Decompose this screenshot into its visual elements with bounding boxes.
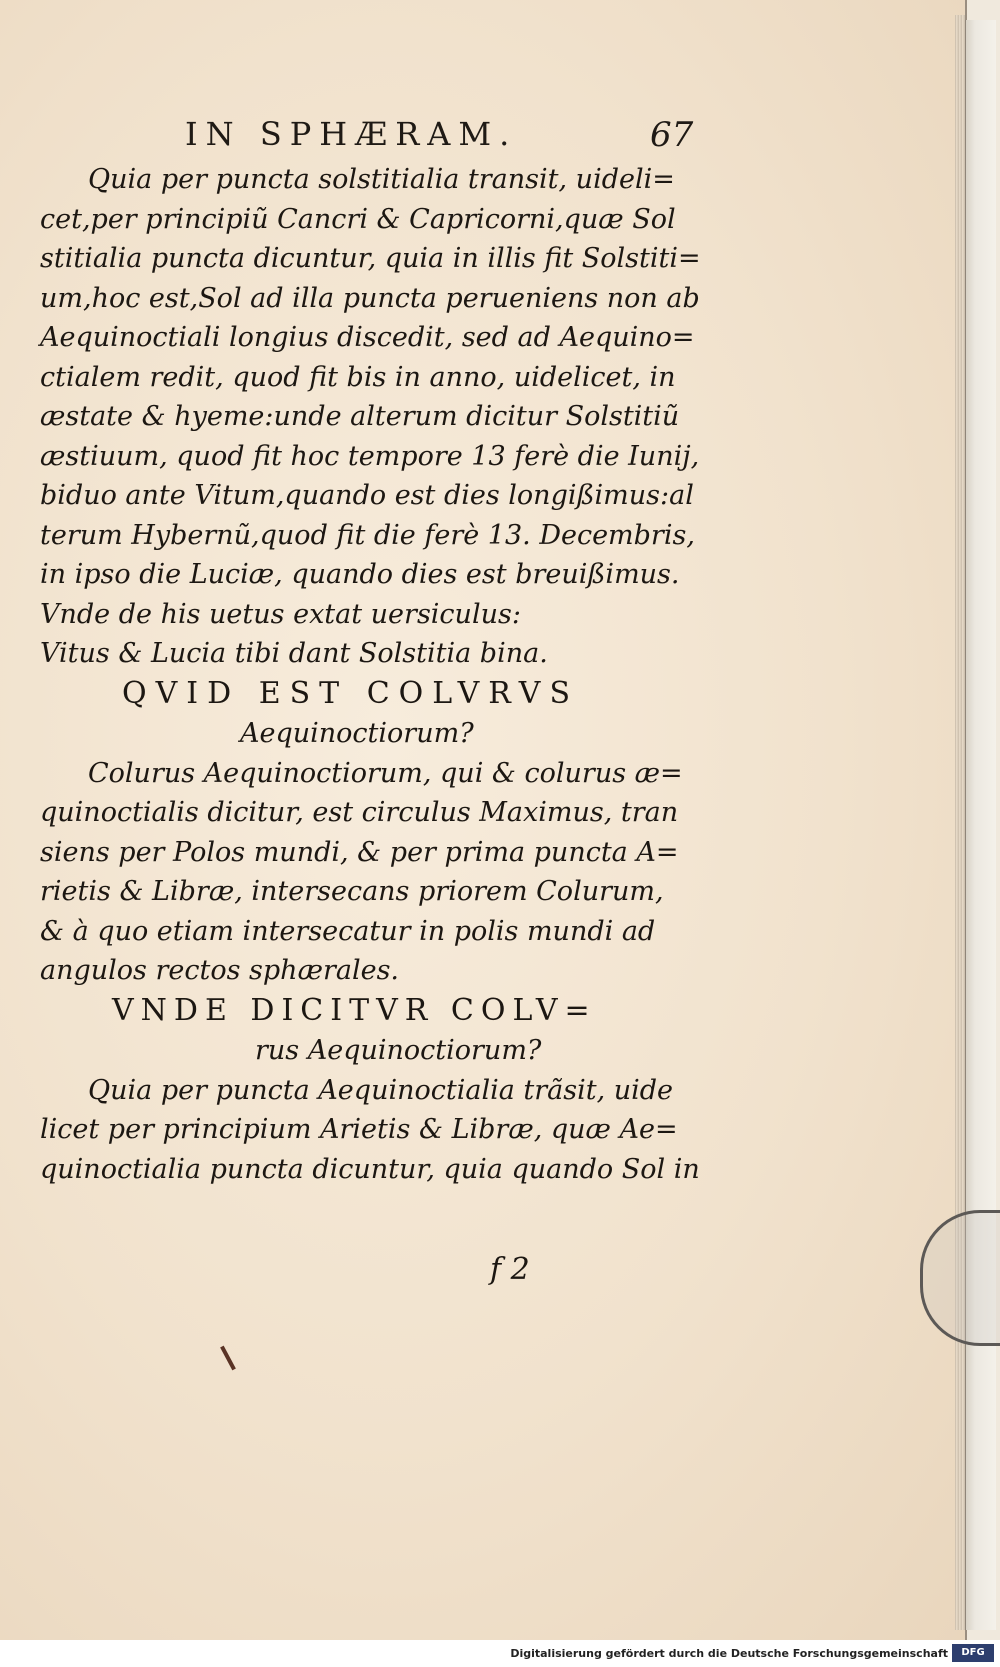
text-line: cet,per principiũ Cancri & Capricorni,quæ Sol — [40, 203, 676, 235]
section-heading: QVID EST COLVRVS — [122, 675, 580, 711]
text-line: terum Hybernũ,quod fit die ferè 13. Decembris, — [40, 519, 695, 551]
text-line: Colurus Aequinoctiorum, qui & colurus æ= — [88, 757, 683, 789]
text-block — [40, 160, 701, 1189]
text-line: Vitus & Lucia tibi dant Solstitia bina. — [40, 638, 548, 669]
text-line: quinoctialia puncta dicuntur, quia quando Sol in — [40, 1153, 700, 1185]
footer-credit: Digitalisierung gefördert durch die Deutsche Forschungsgemeinschaft — [510, 1647, 948, 1660]
text-line: um,hoc est,Sol ad illa puncta perueniens non ab — [40, 282, 700, 314]
text-line: ctialem redit, quod fit bis in anno, uidelicet, in — [40, 361, 676, 393]
text-line: rietis & Libræ, intersecans priorem Colurum, — [40, 876, 664, 907]
text-line: æstate & hyeme:unde alterum dicitur Solstitiũ — [40, 401, 680, 432]
dfg-logo: DFG — [952, 1644, 994, 1662]
text-line: stitialia puncta dicuntur, quia in illis fit Solstiti= — [40, 243, 701, 274]
signature-mark: f 2 — [490, 1252, 530, 1287]
text-line: Vnde de his uetus extat uersiculus: — [40, 598, 521, 630]
text-line: Quia per puncta Aequinoctialia trãsit, uide — [88, 1074, 674, 1106]
section-subheading: rus Aequinoctiorum? — [255, 1034, 542, 1066]
section-heading: VNDE DICITVR COLV= — [112, 992, 597, 1028]
book-edge — [965, 20, 996, 1630]
text-line: æstiuum, quod fit hoc tempore 13 ferè die Iunij, — [40, 440, 700, 472]
text-line: licet per principium Arietis & Libræ, quæ Ae= — [40, 1114, 678, 1145]
footer — [0, 1640, 1000, 1667]
section-subheading: Aequinoctiorum? — [240, 717, 474, 749]
text-line: in ipso die Luciæ, quando dies est breuißimus. — [40, 559, 680, 590]
text-line: siens per Polos mundi, & per prima puncta A= — [40, 836, 679, 868]
running-head: IN SPHÆRAM. — [185, 115, 518, 153]
page-number: 67 — [650, 115, 694, 155]
text-line: angulos rectos sphærales. — [40, 955, 400, 986]
page-edges — [955, 15, 965, 1630]
text-line: Quia per puncta solstitialia transit, uideli= — [88, 164, 675, 195]
text-line: biduo ante Vitum,quando est dies longißimus:al — [40, 480, 694, 511]
page-header — [0, 115, 965, 165]
text-line: & à quo etiam intersecatur in polis mundi ad — [40, 915, 656, 947]
text-line: Aequinoctiali longius discedit, sed ad Aequino= — [40, 322, 695, 353]
text-line: quinoctialis dicitur, est circulus Maximus, tran — [40, 797, 679, 828]
